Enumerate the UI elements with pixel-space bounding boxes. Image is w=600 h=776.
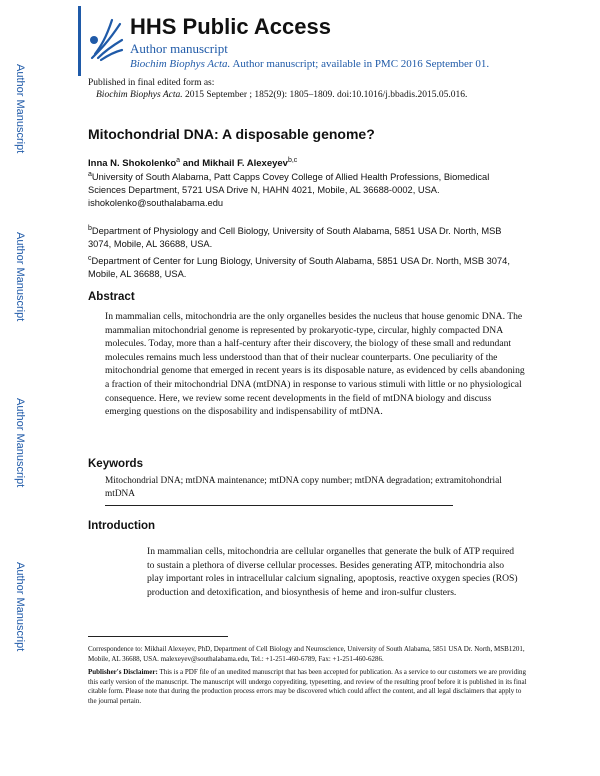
header-journal-availability: Author manuscript; available in PMC 2016 September 01. — [232, 58, 490, 70]
affiliation-c-marker: c — [88, 255, 92, 262]
side-label-4: Author Manuscript — [14, 562, 26, 652]
author-and: and — [182, 158, 200, 170]
keywords-heading: Keywords — [88, 458, 143, 470]
header-rule — [78, 6, 81, 76]
keywords-divider — [105, 505, 453, 506]
published-in-label: Published in final edited form as: — [88, 78, 215, 88]
introduction-text: In mammalian cells, mitochondria are cellular organelles that generate the bulk of ATP required to sustain a plethora of diverse cellular processes. Besides generating ATP, mitochondria also play important roles in intracellular calcium signaling, apoptosis, reactive oxygen species (ROS) production and detoxification, and biosynthesis of heme and iron-sulfur clusters. — [147, 546, 518, 598]
header-journal — [130, 58, 489, 70]
author-2: Mikhail F. Alexeyev — [202, 158, 288, 170]
keywords-text: Mitochondrial DNA; mtDNA maintenance; mtDNA copy number; mtDNA degradation; extramitohondrial mtDNA — [105, 476, 502, 499]
disclaimer-text: This is a PDF file of an unedited manuscript that has been accepted for publication. As a service to our customers we are providing this early version of the manuscript. The manuscript will undergo copyediting, typesetting, and review of the resulting proof before it is published in its final citable form. Please note that during the production process errors may be discovered which could affect the content, and all legal disclaimers that apply to the journal pertain. — [88, 668, 527, 705]
header-journal-name: Biochim Biophys Acta. — [130, 58, 231, 70]
author-1: Inna N. Shokolenko — [88, 158, 177, 170]
header-title: HHS Public Access — [130, 14, 331, 39]
article-title: Mitochondrial DNA: A disposable genome? — [88, 126, 375, 142]
author-2-affil: b,c — [287, 157, 298, 164]
affiliation-a — [88, 168, 520, 210]
abstract-text: In mammalian cells, mitochondria are the only organelles besides the nucleus that house genomic DNA. The mammalian mitochondrial genome is represented by prokaryotic-type, circular, highly compacted DNA molecules. Today, more than a half-century after their discovery, the biology of these small and redundant molecules remains much less understood than that of their nuclear counterparts. One peculiarity of the mitochondrial genome that emerged in recent years is its disposable nature, as evidenced by cells abandoning a fraction of their mitochondrial DNA (mtDNA) in response to various stimuli with little or no physiological consequence. Here, we review some recent developments in the field of mtDNA biology and discuss emerging questions on the disposability and indispensability of mtDNA. — [105, 311, 525, 418]
citation-details: 2015 September ; 1852(9): 1805–1809. doi:10.1016/j.bbadis.2015.05.016. — [185, 90, 468, 100]
publisher-disclaimer — [88, 668, 528, 706]
footnote-divider — [88, 636, 228, 637]
side-label-1: Author Manuscript — [14, 64, 26, 154]
affiliation-b-marker: b — [88, 225, 92, 232]
side-label-2: Author Manuscript — [14, 232, 26, 322]
side-label-3: Author Manuscript — [14, 398, 26, 488]
affiliation-a-marker: a — [88, 171, 92, 178]
affiliation-b-text: Department of Physiology and Cell Biology, University of South Alabama, 5851 USA Dr. North, MSB 3074, Mobile, AL 36688, USA. — [88, 226, 502, 250]
author-1-affil: a — [176, 157, 181, 164]
affiliation-b — [88, 222, 520, 251]
hhs-eagle-logo-icon — [86, 14, 124, 64]
affiliation-c-text: Department of Center for Lung Biology, University of South Alabama, 5851 USA Dr. North, MSB 3074, Mobile, AL 36688, USA. — [88, 256, 510, 280]
disclaimer-label: Publisher's Disclaimer: — [88, 668, 158, 676]
affiliation-c — [88, 252, 520, 281]
header-subtitle: Author manuscript — [130, 41, 228, 56]
abstract-heading: Abstract — [88, 291, 135, 303]
correspondence-footnote: Correspondence to: Mikhail Alexeyev, PhD, Department of Cell Biology and Neuroscience, University of South Alabama, 5851 USA Dr. North, MSB1201, Mobile, AL 36688, USA. malexeyev@southalabama.edu, Tel.: +1-251-460-6789, Fax: +1-251-460-6286. — [88, 645, 525, 663]
affiliation-a-text: University of South Alabama, Patt Capps Covey College of Allied Health Professions, Biomedical Sciences Department, 5721 USA Drive N, HAHN 4021, Mobile, AL 36688-0002, USA. ishokolenko@southalabama.edu — [88, 172, 490, 209]
introduction-heading: Introduction — [88, 520, 156, 532]
citation — [96, 90, 467, 100]
citation-journal: Biochim Biophys Acta. — [96, 90, 183, 100]
